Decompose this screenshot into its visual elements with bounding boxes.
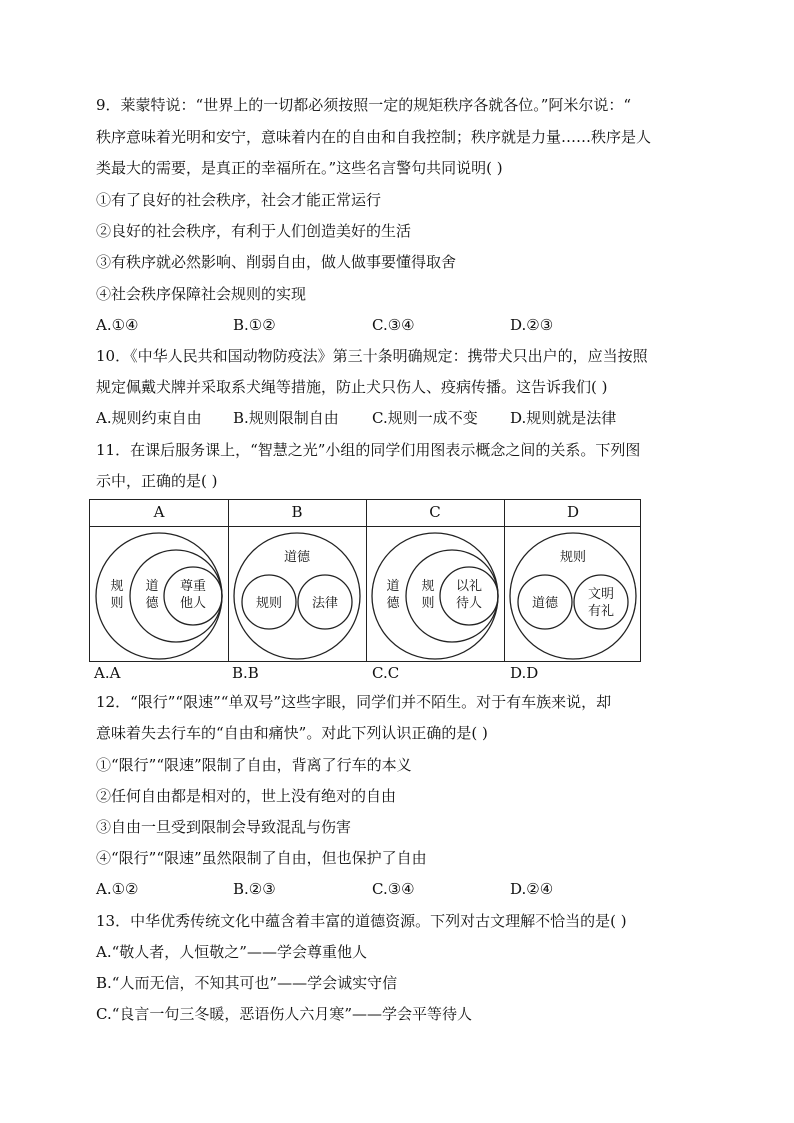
- q12-item-4: ④“限行”“限速”虽然限制了自由，但也保护了自由: [96, 849, 427, 867]
- label-a-outer-2: 则: [110, 596, 124, 611]
- q12-option-a[interactable]: A.①②: [96, 880, 139, 898]
- q11-stem-line-2: 示中，正确的是( ): [96, 472, 218, 490]
- q13-option-c[interactable]: C.“良言一句三冬暖，恶语伤人六月寒”——学会平等待人: [96, 1005, 473, 1023]
- label-d-left: 道德: [531, 596, 559, 611]
- q10-option-c[interactable]: C.规则一成不变: [372, 409, 478, 427]
- q9-stem-line-2: 秩序意味着光明和安宁，意味着内在的自由和自我控制；秩序就是力量……秩序是人: [96, 128, 652, 146]
- q12-option-b[interactable]: B.②③: [233, 880, 276, 898]
- q9-option-d[interactable]: D.②③: [510, 316, 554, 334]
- q10-option-b[interactable]: B.规则限制自由: [233, 409, 339, 427]
- circle-d-right: [574, 575, 628, 629]
- q9-stem-line-3: 类最大的需要，是真正的幸福所在。”这些名言警句共同说明( ): [96, 159, 503, 177]
- q11-option-a[interactable]: A.A: [94, 664, 121, 682]
- q9-option-c[interactable]: C.③④: [372, 316, 415, 334]
- q12-item-1: ①“限行”“限速”限制了自由，背离了行车的本义: [96, 756, 412, 774]
- label-d-right-1: 文明: [587, 587, 615, 602]
- q13-option-a[interactable]: A.“敬人者，人恒敬之”——学会尊重他人: [96, 943, 367, 961]
- q9-item-4: ④社会秩序保障社会规则的实现: [96, 285, 307, 303]
- label-d-right-2: 有礼: [587, 604, 615, 619]
- concept-diagrams-svg: [90, 526, 640, 662]
- diagram-header-c: C: [429, 503, 441, 521]
- label-c-middle-2: 则: [421, 596, 435, 611]
- q12-item-2: ②任何自由都是相对的，世上没有绝对的自由: [96, 787, 397, 805]
- concept-diagram-table: [89, 499, 641, 662]
- q10-option-d[interactable]: D.规则就是法律: [510, 409, 617, 427]
- q11-option-c[interactable]: C.C: [372, 664, 400, 682]
- q9-stem-line-1: 9．莱蒙特说：“世界上的一切都必须按照一定的规矩秩序各就各位。”阿米尔说：“: [96, 96, 632, 114]
- label-a-outer-1: 规: [110, 579, 124, 594]
- q11-option-d[interactable]: D.D: [510, 664, 539, 682]
- diagram-header-d: D: [566, 503, 580, 521]
- circle-a-middle: [130, 550, 222, 642]
- q9-option-b[interactable]: B.①②: [233, 316, 276, 334]
- label-a-inner-1: 尊重: [179, 579, 207, 594]
- circle-c-middle: [406, 550, 498, 642]
- q10-option-a[interactable]: A.规则约束自由: [96, 409, 202, 427]
- q12-stem-line-1: 12．“限行”“限速”“单双号”这些字眼，同学们并不陌生。对于有车族来说，却: [96, 693, 612, 711]
- label-b-right: 法律: [311, 596, 339, 611]
- q9-item-1: ①有了良好的社会秩序，社会才能正常运行: [96, 191, 382, 209]
- label-d-outer: 规则: [559, 550, 587, 565]
- q12-item-3: ③自由一旦受到限制会导致混乱与伤害: [96, 818, 352, 836]
- q13-option-b[interactable]: B.“人而无信，不知其可也”——学会诚实守信: [96, 974, 398, 992]
- q12-stem-line-2: 意味着失去行车的“自由和痛快”。对此下列认识正确的是( ): [96, 724, 488, 742]
- diagram-header-a: A: [153, 503, 165, 521]
- label-c-outer-1: 道: [386, 579, 400, 594]
- q9-item-2: ②良好的社会秩序，有利于人们创造美好的生活: [96, 222, 412, 240]
- q10-stem-line-1: 10．《中华人民共和国动物防疫法》第三十条明确规定：携带犬只出户的，应当按照: [96, 347, 648, 365]
- label-a-middle-1: 道: [145, 579, 159, 594]
- label-b-outer: 道德: [283, 550, 311, 565]
- q13-stem-line-1: 13．中华优秀传统文化中蕴含着丰富的道德资源。下列对古文理解不恰当的是( ): [96, 912, 627, 930]
- q11-stem-line-1: 11．在课后服务课上，“智慧之光”小组的同学们用图表示概念之间的关系。下列图: [96, 441, 641, 459]
- q10-stem-line-2: 规定佩戴犬牌并采取系犬绳等措施，防止犬只伤人、疫病传播。这告诉我们( ): [96, 378, 608, 396]
- q12-option-c[interactable]: C.③④: [372, 880, 415, 898]
- q11-option-b[interactable]: B.B: [232, 664, 259, 682]
- q12-option-d[interactable]: D.②④: [510, 880, 554, 898]
- q9-item-3: ③有秩序就必然影响、削弱自由，做人做事要懂得取舍: [96, 253, 457, 271]
- label-a-inner-2: 他人: [179, 596, 207, 611]
- label-b-left: 规则: [255, 596, 283, 611]
- label-c-inner-1: 以礼: [455, 579, 483, 594]
- label-c-inner-2: 待人: [455, 596, 483, 611]
- label-a-middle-2: 德: [145, 596, 159, 611]
- label-c-middle-1: 规: [421, 579, 435, 594]
- q9-option-a[interactable]: A.①④: [96, 316, 139, 334]
- diagram-header-b: B: [291, 503, 303, 521]
- label-c-outer-2: 德: [386, 596, 400, 611]
